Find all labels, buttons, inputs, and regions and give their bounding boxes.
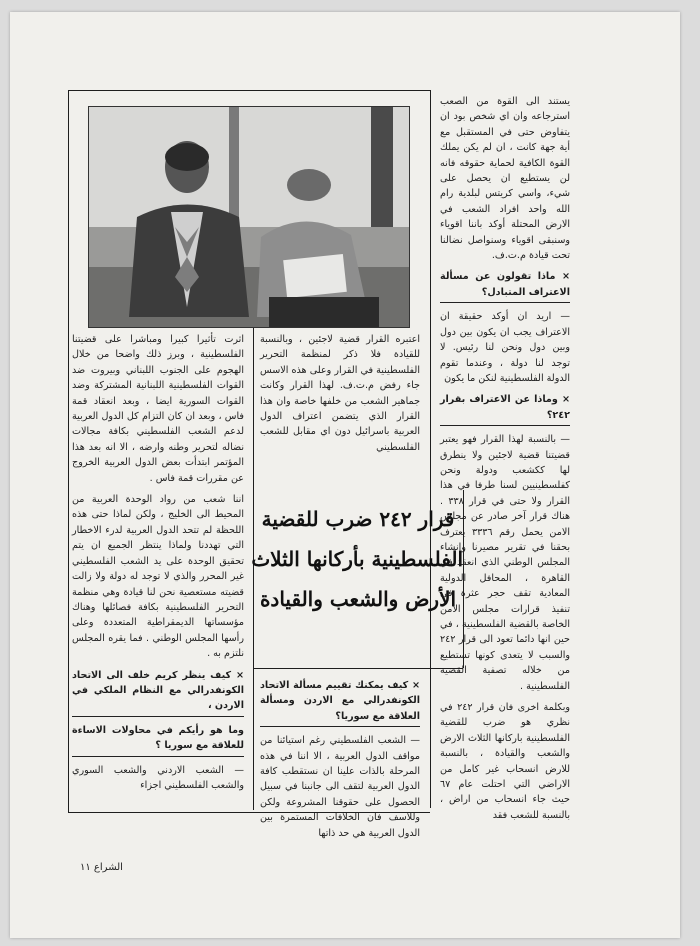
center-paragraph-2: — الشعب الفلسطيني رغم استيائنا من مواقف الدول العربية ، الا اننا في هذه المرحلة بالذات علينا ان نستقطب كافة الدول العربية لتقف الى جانبنا في سبيل الحصول على حقوقنا المشروعة ولكن وللاسف فان الخلافات المستمرة بين الدول العربية هي حد ذاتها bbox=[260, 735, 420, 839]
headline-box bbox=[253, 499, 463, 669]
left-paragraph-1: اثرت تأثيرا كبيرا ومباشرا على قضيتنا الفلسطينية ، وبرز ذلك واضحا من خلال الهجوم على الجنوب اللبناني وبيروت ضد القوات الفلسطينية اللبنانية المشتركة وضد القوات السورية ايضا ، وبعد انعقاد قمة فاس ، وبعد ان كان التزام كل الدول العربية لدعم الشعب الفلسطيني بكافة مجالات نضاله لتحرير وطنه وارضه ، الا انه بعد هذا المؤتمر ابتدأت بعض الدول العربية الخروج عن مقررات قمة فاس . bbox=[72, 334, 244, 484]
center-paragraph-1: اعتبره القرار قضية لاجئين ، وبالنسبة للقيادة فلا ذكر لمنظمة التحرير الفلسطينية في القرار وعلى هذه الاسس جاء رفض م.ت.ف. لهذا القرار وكانت جماهير الشعب من خلفها خاصة وان هذا القرار الذي يتضمن اعتراف الدول العربية باسرائيل دون اي مقابل للشعب الفلسطيني bbox=[260, 334, 420, 453]
right-column bbox=[440, 94, 570, 854]
headline-line-1: قرار ٢٤٢ ضرب للقضية bbox=[261, 507, 455, 531]
center-column-bottom bbox=[260, 674, 420, 839]
right-paragraph-3: — بالنسبة لهذا القرار فهو يعتبر قضيتنا قضية لاجئين ولا ينطرق لها ككشعب ودولة ونحن كفلسطينيين لسنا طرفا في هذا القرار ولا حتى في قرار ٣٣٨ . هناك قرار آخر صادر عن مجلس الامن يحمل رقم ٣٣٣٦ يعترف بحقنا في تقرير مصيرنا وانشاء المجلس الوطني الذي انعقد في القاهرة ، المحافل الدولية المعادية تقف حجر عثرة في تنفيذ قرارات مجلس الامن الخاصة بالقضية الفلسطينية ، في حين انها دائما تعود الى قرار ٢٤٢ والسبب لا يتعدى كونها تستطيع من خلاله تصفية القضية الفلسطينية . bbox=[440, 434, 570, 692]
magazine-page bbox=[10, 12, 680, 938]
interview-photo bbox=[88, 106, 410, 328]
left-outer-rule bbox=[68, 90, 69, 812]
right-paragraph-2: — اريد ان أوكد حقيقة ان الاعتراف يجب ان يكون بين دول وبين دول ونحن لنا رئيس. لا توجد لنا دولة ، وعندما تقوم الدولة الفلسطينية لنكن ما يكون bbox=[440, 311, 570, 384]
top-rule bbox=[68, 90, 430, 91]
photo-image bbox=[89, 107, 409, 327]
right-paragraph-4: وبكلمة اخرى فان قرار ٢٤٢ في نظري هو ضرب للقضية الفلسطينية باركانها الثلاث الارض والشعب والقيادة ، بالنسبة للارض انسحاب غير كامل من الاراضي التي احتلت عام ٦٧ حيث جاء انسحاب من اراض ، بالنسبة للشعب فقد bbox=[440, 702, 571, 821]
left-column bbox=[72, 332, 244, 810]
column-rule-center bbox=[253, 328, 254, 498]
center-question-1: × كيف يمكنك تقييم مسألة الاتحاد الكونفدرالي مع الاردن ومسألة العلاقة مع سوريا؟ bbox=[260, 678, 420, 727]
left-question-1: × كيف ينظر كريم خلف الى الاتحاد الكونفدرالي مع النظام الملكي في الاردن ، bbox=[72, 668, 244, 717]
center-column-top bbox=[260, 332, 420, 492]
left-paragraph-3: — الشعب الاردني والشعب السوري والشعب الفلسطيني اجزاء bbox=[72, 764, 244, 791]
right-question-1: × ماذا تقولون عن مسألة الاعتراف المتبادل؟ bbox=[440, 269, 570, 303]
headline-line-3: الأرض والشعب والقيادة bbox=[259, 587, 457, 611]
right-question-2: × وماذا عن الاعتراف بقرار ٢٤٢؟ bbox=[440, 392, 570, 426]
left-paragraph-2: اننا شعب من رواد الوحدة العربية من المحيط الى الخليج ، ولكن لماذا حتى هذه اللحظة لم تتحد الدول العربية لدرء الاخطار التي تهددنا ولماذا ينتظر الجميع ان يتم تحقيق الوحدة على يد الشعب الفلسطيني غير المحرر والذي لا توجد له دولة ولا زالت قضيته مستعصية نحن لنا قيادة وهي منظمة التحرير الفلسطينية بكافة فصائلها وهناك مؤسساتها الديمقراطية المتعددة وعلى رأسها المجلس الوطني . فما يقره المجلس نلتزم به . bbox=[72, 494, 244, 660]
right-paragraph-1: يستند الى القوة من الصعب استرجاعه وان اي شخص بود ان يتفاوض حتى في المستقبل مع أية جهة كانت ، ان لم يكن يملك القوة الكافية لحماية حقوقه فانه لن يستطيع ان يحصل على شيء، واسي كريتس لبلدية رام الله واحد افراد الشعب في الارض المحتلة أوكد باننا اقوياء وسنبقى اقوياء وسنواصل نضالنا تحت قيادة م.ت.ف. bbox=[440, 96, 570, 262]
left-question-2: وما هو رأيكم في محاولات الاساءة للعلاقة مع سوريا ؟ bbox=[72, 723, 244, 757]
column-rule-right bbox=[430, 90, 431, 808]
page-footer: الشراع ١١ bbox=[80, 862, 123, 873]
headline-line-2: الفلسطينية بأركانها الثلاث bbox=[251, 547, 463, 571]
